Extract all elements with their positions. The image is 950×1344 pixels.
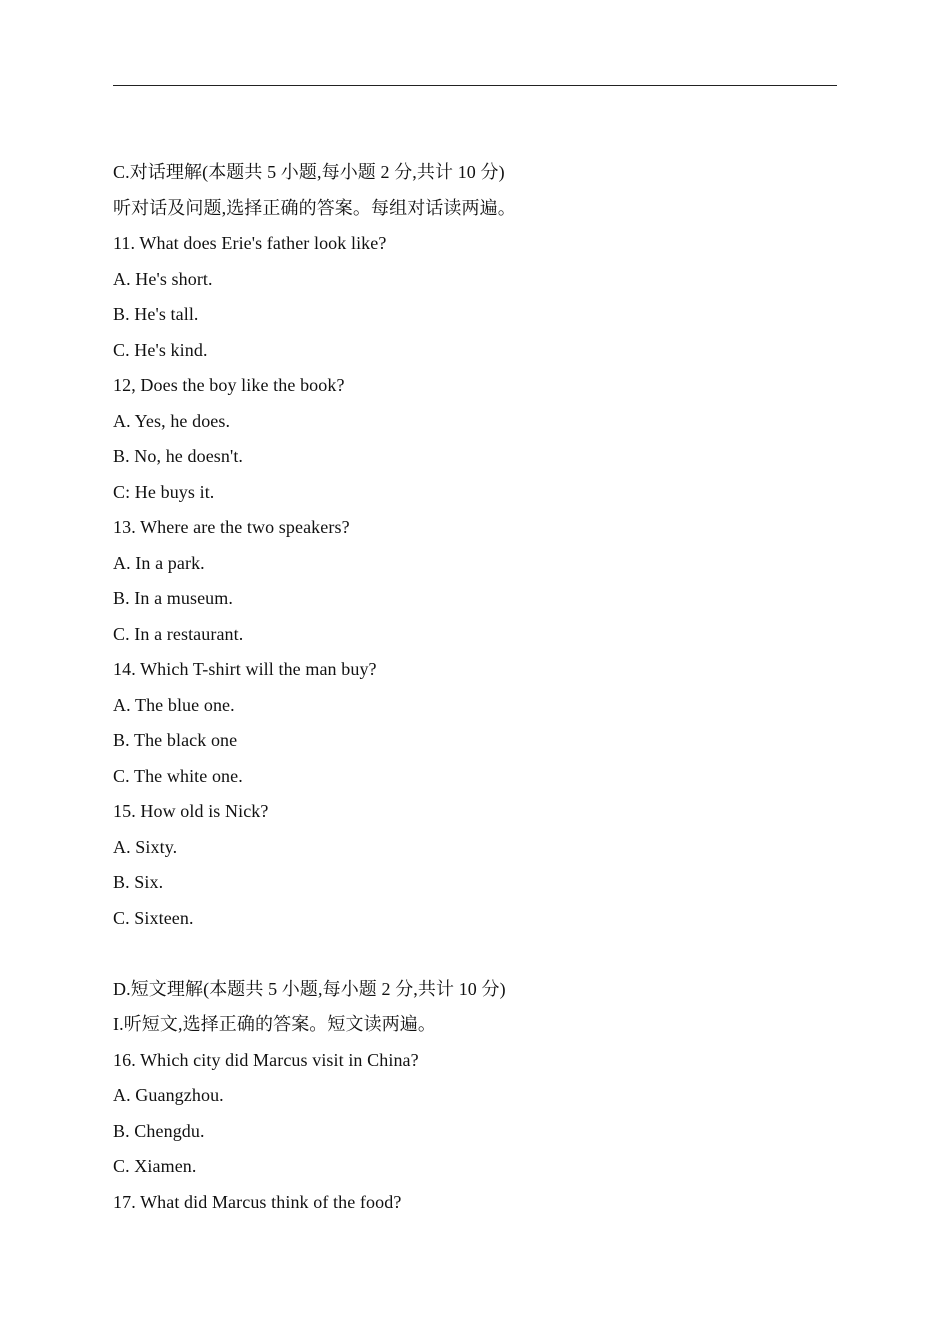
question-17 [113, 1185, 837, 1221]
question-text: 16. Which city did Marcus visit in China? [113, 1049, 419, 1070]
option-c: C. In a restaurant. [113, 623, 244, 644]
option-c: C. Xiamen. [113, 1156, 197, 1176]
question-14 [113, 652, 837, 794]
question-text: 12, Does the boy like the book? [113, 375, 345, 395]
question-16 [113, 1043, 837, 1185]
document-body [113, 155, 837, 1220]
question-text: 11. What does Erie's father look like? [113, 233, 387, 253]
question-text: 17. What did Marcus think of the food? [113, 1191, 402, 1212]
option-b: B. Chengdu. [113, 1120, 205, 1141]
option-c: C: He buys it. [113, 481, 215, 502]
section-d [113, 972, 837, 1221]
option-a: A. In a park. [113, 552, 205, 573]
option-c: C. The white one. [113, 765, 243, 786]
option-b: B. He's tall. [113, 304, 199, 324]
option-a: A. Sixty. [113, 836, 178, 857]
section-c-heading: C.对话理解(本题共 5 小题,每小题 2 分,共计 10 分) [113, 162, 505, 182]
section-c-instruction: 听对话及问题,选择正确的答案。每组对话读两遍。 [113, 197, 516, 218]
section-c [113, 155, 837, 936]
option-c: C. He's kind. [113, 339, 208, 360]
question-13 [113, 510, 837, 652]
option-c: C. Sixteen. [113, 907, 194, 928]
section-spacer [113, 936, 837, 972]
question-text: 13. Where are the two speakers? [113, 517, 350, 537]
option-b: B. The black one [113, 730, 238, 750]
question-text: 15. How old is Nick? [113, 801, 269, 821]
option-b: B. Six. [113, 872, 164, 892]
option-a: A. Guangzhou. [113, 1085, 224, 1105]
header-rule [113, 85, 837, 86]
question-11 [113, 226, 837, 368]
option-b: B. No, he doesn't. [113, 446, 244, 466]
question-15 [113, 794, 837, 936]
option-a: A. The blue one. [113, 694, 235, 715]
question-12 [113, 368, 837, 510]
section-d-instruction: I.听短文,选择正确的答案。短文读两遍。 [113, 1014, 436, 1034]
question-text: 14. Which T-shirt will the man buy? [113, 659, 377, 679]
option-b: B. In a museum. [113, 588, 233, 608]
option-a: A. Yes, he does. [113, 410, 231, 431]
option-a: A. He's short. [113, 268, 213, 289]
section-d-heading: D.短文理解(本题共 5 小题,每小题 2 分,共计 10 分) [113, 978, 506, 999]
